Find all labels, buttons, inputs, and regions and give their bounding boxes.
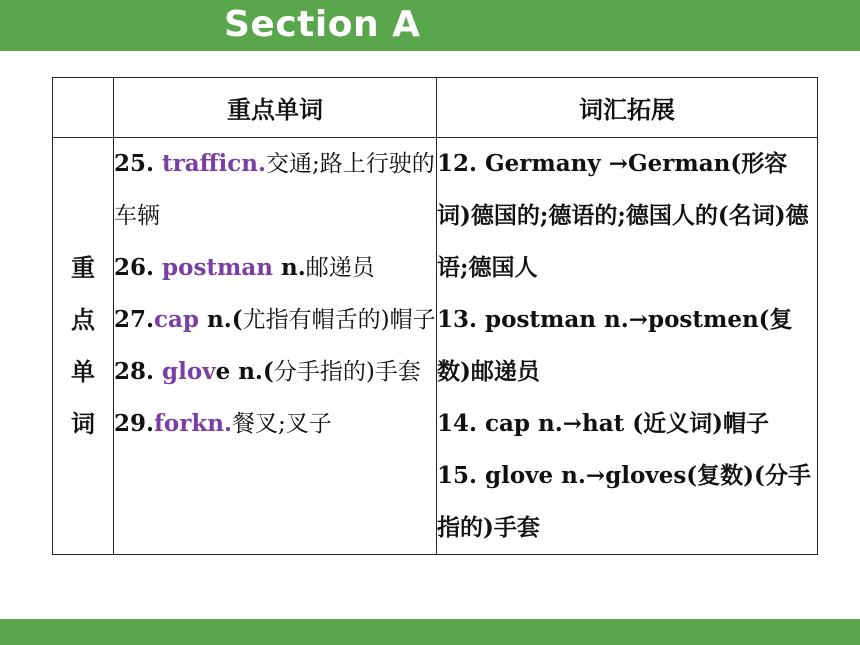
expansion-entry: 14. cap n.→hat (近义词)帽子 <box>437 410 770 437</box>
expansion-entry: 13. postman n.→postmen(复数)邮递员 <box>437 306 793 385</box>
key-word: cap <box>154 306 200 333</box>
footer-bar <box>0 619 860 645</box>
entry-meaning: 尤指有帽舌的)帽子 <box>242 307 436 333</box>
entry-number: 27. <box>114 306 155 333</box>
section-title: Section A <box>224 4 421 45</box>
entry-meaning: 餐叉;叉子 <box>232 411 332 437</box>
entry-number: 29. <box>114 410 155 437</box>
key-words-cell <box>114 138 437 555</box>
part-of-speech: n. <box>273 254 306 281</box>
key-word-entry <box>114 346 436 398</box>
entry-number: 26. <box>114 254 163 281</box>
row-label-char: 词 <box>71 410 95 438</box>
entry-meaning: 分手指的)手套 <box>273 359 421 385</box>
row-label <box>53 138 114 555</box>
header-bar <box>0 0 860 51</box>
key-word-entry <box>114 294 436 346</box>
row-label-char: 重 <box>71 254 95 282</box>
corner-cell <box>53 78 114 138</box>
vocab-expansion-cell <box>437 138 818 555</box>
expansion-entry: 15. glove n.→gloves(复数)(分手指的)手套 <box>437 462 811 541</box>
key-word-entry <box>114 398 436 450</box>
entry-number: 28. <box>114 358 163 385</box>
vocab-expansion-header: 词汇拓展 <box>437 78 818 138</box>
key-words-header: 重点单词 <box>114 78 437 138</box>
key-word-entry <box>114 242 436 294</box>
table-header-row <box>53 78 818 138</box>
key-word: glov <box>162 358 216 385</box>
entry-meaning: 邮递员 <box>305 255 375 281</box>
part-of-speech: n.( <box>199 306 243 333</box>
row-label-char: 单 <box>71 358 95 386</box>
key-word-entry <box>114 138 436 242</box>
expansion-entry: 12. Germany →German(形容词)德国的;德语的;德国人的(名词)德语;德国人 <box>437 150 809 281</box>
entry-meaning: 交通;路上行驶的车辆 <box>114 151 435 229</box>
entry-number: 25. <box>114 150 163 177</box>
key-word: forkn. <box>154 410 233 437</box>
row-label-char: 点 <box>71 306 95 334</box>
vocabulary-table <box>52 77 818 555</box>
key-word: trafficn. <box>162 150 267 177</box>
part-of-speech: e n.( <box>215 358 274 385</box>
table-body-row <box>53 138 818 555</box>
key-word: postman <box>162 254 273 281</box>
